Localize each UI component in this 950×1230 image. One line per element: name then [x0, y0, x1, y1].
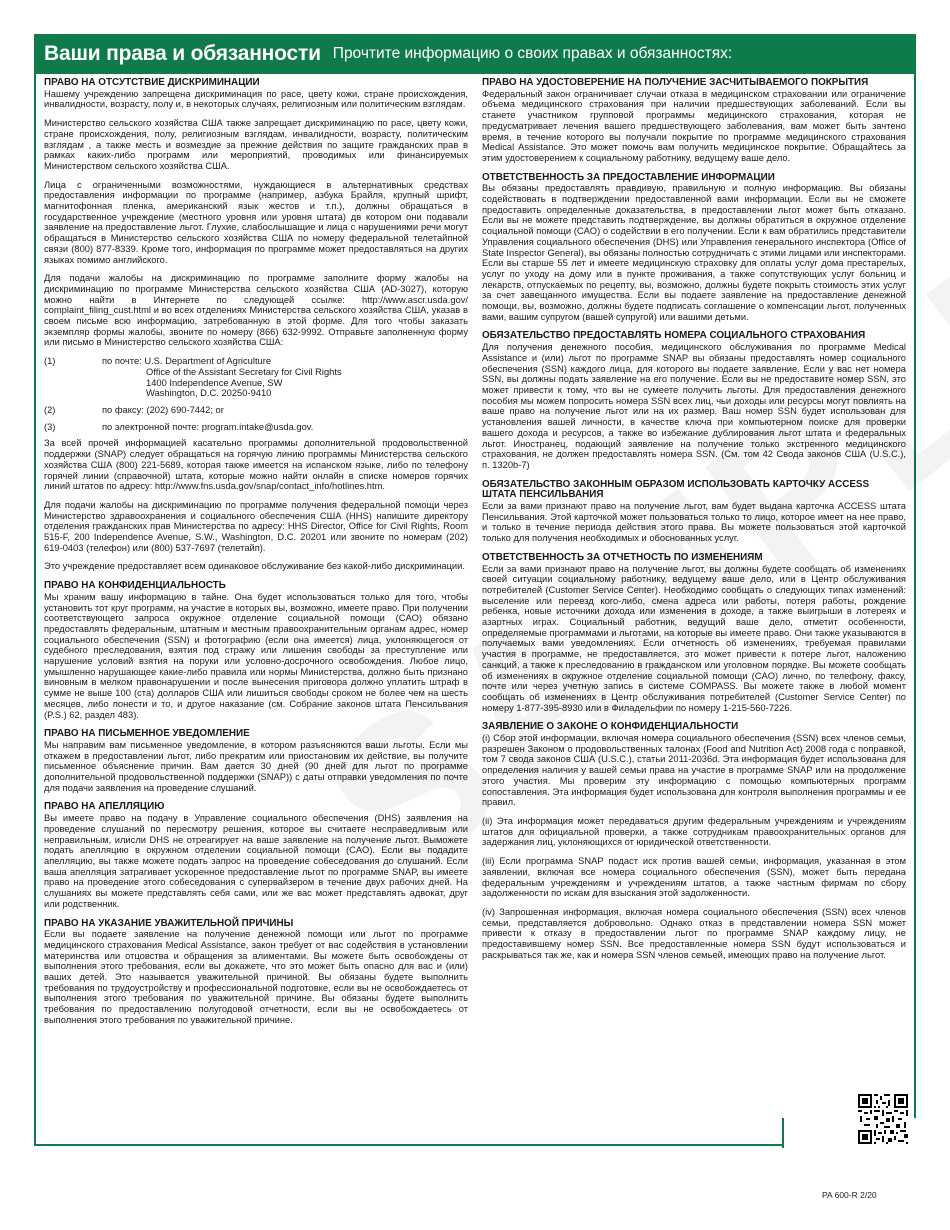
right-column	[482, 78, 906, 969]
section-heading: ПРАВО НА УДОСТОВЕРЕНИЕ НА ПОЛУЧЕНИЕ ЗАСЧИТЫВАЕМОГО ПОКРЫТИЯ	[482, 77, 869, 88]
address-block	[102, 356, 468, 399]
paragraph: Это учреждение предоставляет всем одинаковое обслуживание без какой-либо дискриминации.	[44, 561, 465, 572]
section-report-changes	[482, 553, 906, 714]
address-item-mail	[44, 356, 468, 399]
paragraph: (ii) Эта информация может передаваться другим федеральным учреждениям и учреждениям штатов для официальной проверки, а также сотрудникам правоохранительных органов для задержания лиц, уклоняющихся от юридической ответственности.	[482, 816, 906, 848]
paragraph: Лица с ограниченными возможностями, нуждающиеся в альтернативных средствах предоставления информации по программе (например, азбука Брайля, крупный шрифт, магнитофонная пленка, американский язык жестов и т.п.), должны обращаться в государственное учреждение (местного уровня или уровня штата) дв котором они подавали заявление на предоставление льгот. Глухие, слабослышащие и лица с нарушениями речи могут обращаться в Министерство сельского хозяйства США по номеру федеральной телетайпной связи (800) 877-8339. Кроме того, информация по программе может предоставляться на других языках помимо английского.	[44, 179, 468, 265]
paragraph: Для получения денежного пособия, медицинского обслуживания по программе Medical Assistance и (или) льгот по программе SNAP вы обязаны предоставлять номер социального обеспечения (SSN) каждого лица, для которого вы подаете заявление. Если у вас нет номера SSN, вы должны подать заявление на его получение. Если вы не предоставите номер SSN, это может привести к тому, что вы не сумеете получить льготы. Для предоставления денежного пособия мы можем попросить номера SSN всех лиц, чьи доходы или ресурсы могут повлиять на ваше право на получение льгот или на их размер. Ваш номер SSN будет использован для установления вашей личности, в качестве ключа при компьютерном поиске для проверки вашего дохода и ресурсов, а также во избежание дублирования льгот штата и федеральных льгот. Иностранец, подающий заявление на получение только экстренного медицинского страхования, не должен предоставлять номера SSN. (См. том 42 Свода законов США (U.S.C.), п. 1320b-7)	[482, 342, 906, 470]
section-heading: ЗАЯВЛЕНИЕ О ЗАКОНЕ О КОНФИДЕНЦИАЛЬНОСТИ	[482, 721, 739, 733]
form-number: PA 600-R 2/20	[822, 1190, 877, 1200]
section-heading: ОБЯЗАТЕЛЬСТВО ЗАКОННЫМ ОБРАЗОМ ИСПОЛЬЗОВАТЬ КАРТОЧКУ ACCESS ШТАТА ПЕНСИЛЬВАНИЯ	[482, 478, 870, 501]
page-title: Ваши права и обязанности	[44, 42, 321, 65]
section-provide-information	[482, 173, 906, 323]
paragraph: Нашему учреждению запрещена дискриминация по расе, цвету кожи, стране происхождения, инвалидности, возрасту, полу и, в некоторых случаях, религиозным или политическим взглядам.	[44, 88, 468, 110]
section-heading: ОТВЕТСТВЕННОСТЬ ЗА ПРЕДОСТАВЛЕНИЕ ИНФОРМАЦИИ	[482, 171, 775, 183]
paragraph: Если за вами признают право на получение льгот, вы должны будете сообщать об изменениях своей ситуации социальному работнику, ведущему ваше дело, или в Центр обслуживания потребителей (Customer Service Center). Необходимо сообщать о следующих типах изменений: выселение или переезд кого-либо, смена адреса или работы, потеря работы, рождение ребенка, новые источники дохода или изменения в доходе, а также выигрыши в лотереях и азартных играх. Социальный работник, ведущий ваше дело, отметит особенности, определяемые программами и льготами, на которые вы имеете право. Они также указываются в получаемых вами уведомлениях. Если отчетность об изменениях, требуемая правилами участия в программе, не предоставляется, это может привести к потере льгот, наложению санкций, а также к преследованию в гражданском или уголовном порядке. Вы можете сообщать об изменениях в окружное отделение социальной помощи (CAO) лично, по телефону, факсу, почте или через учетную запись в системе COMPASS. Вы можете также в любой момент сообщать об изменениях в Центр обслуживания потребителей (Customer Service Center) по номеру 1-877-395-8930 или в Филадельфии по номеру 1-215-560-7226.	[482, 563, 906, 713]
paragraph: За всей прочей информацией касательно программы дополнительной продовольственной поддержки (SNAP) следует обращаться на горячую линию программы Министерства сельского хозяйства США (800) 221-5689, которая также имеется на испанском языке, либо по телефону горячей линии (справочной) штата, которые можно найти онлайн в списке номеров горячих линий штатов по адресу: http://www.fns.usda.gov/snap/contact_info/hotlines.htm.	[44, 438, 468, 492]
section-heading: ПРАВО НА ОТСУТСТВИЕ ДИСКРИМИНАЦИИ	[44, 77, 260, 88]
address-line: по почте: U.S. Department of Agriculture	[102, 356, 272, 367]
paragraph: (i) Сбор этой информации, включая номера социального обеспечения (SSN) всех членов семьи, разрешен Законом о продовольственных талонах (Food and Nutrition Act) 2008 года с поправкой, том 7 свода законов США (U.S.C.), статьи 2011-2036d. Эта информация будет использована для определения наличия у вашей семьи права на участие в программе SNAP или на продолжение этого участия. Мы проверим эту информацию с помощью компьютерных программ сопоставления. Эта информация будет использована для контроля выполнения программы и ее правил.	[482, 733, 906, 808]
paragraph: Вы имеете право на подачу в Управление социального обеспечения (DHS) заявления на проведение слушаний по пересмотру решения, которое вы считаете несправедливым или неправильным, илисли DHS не отреагирует на ваше заявление на получение льгот. Выможете подать апелляцию в окружном отделении социальной помощи (CAO). Если вы подадите апелляцию, вы также можете подать запрос на проведение собеседования до слушаний. Если ваша апелляция затрагивает ускоренное предоставление льгот по программе SNAP, вы имеете право на проведение этого собеседования с супервайзером в течение двух рабочих дней. На слушаниях вы можете представлять себя сами, или же вас может представлять адвокат, друг или родственник.	[44, 813, 468, 909]
email-text: по электронной почте: program.intake@usda.gov.	[102, 421, 314, 432]
paragraph: Для подачи жалобы на дискриминацию по программе получения федеральной помощи через Министерство здравоохранения и социального обеспечения США (HHS) напишите директору отделения гражданских прав Министерства по адресу: HHS Director, Office for Civil Rights, Room 515-F, 200 Independence Avenue, S.W., Washington, D.C. 20201 или звоните по номерам (202) 619-0403 (телефон) или (800) 537-7697 (телетайп).	[44, 499, 468, 553]
address-line: Washington, D.C. 20250-9410	[146, 388, 272, 399]
address-item-email	[44, 422, 468, 433]
paragraph: Для подачи жалобы на дискриминацию по программе заполните форму жалобы на дискриминацию по программе Министерства сельского хозяйства США (AD-3027), которую можно найти в Интернете по следующей ссылке: http://www.ascr.usda.gov/ complaint_filing_cust.html и во всех отделениях Министерства сельского хозяйства США, указав в своем письме всю информацию, затребованную в этой форме. Для того чтобы заказать экземпляр формы жалобы, звоните по номеру (866) 632-9992. Отправьте заполненную форму или письмо в Министерство сельского хозяйства США:	[44, 273, 468, 348]
paragraph: Министерство сельского хозяйства США также запрещает дискриминацию по расе, цвету кожи, стране происхождения, полу, религиозным взглядам, инвалидности, возрасту, политическим взглядам , а также месть и возмездие за прежние действия по защите гражданских прав в рамках каких-либо программ или мероприятий, проводимых или финансируемых Министерством сельского хозяйства США.	[44, 118, 468, 171]
address-line: Office of the Assistant Secretary for Civil Rights	[146, 366, 342, 377]
section-access-card	[482, 480, 906, 544]
section-heading: ПРАВО НА УКАЗАНИЕ УВАЖИТЕЛЬНОЙ ПРИЧИНЫ	[44, 917, 294, 929]
paragraph: Федеральный закон ограничивает случаи отказа в медицинском страховании или ограничение объема медицинского страхования при наличии предшествующих заболеваний. Если вы станете участником групповой программы медицинского страхования, которая не предусматривает лечения вашего предшествующего заболевания, вам может быть зачтено время, в течение которого вы получали покрытие по программе медицинского страхования Medical Assistance. Это может помочь вам получить медицинское покрытие. Обращайтесь за этим удостоверением к социальному работнику, ведущему ваше дело.	[482, 88, 906, 163]
qr-code-icon	[858, 1094, 908, 1144]
list-number: (3)	[44, 421, 56, 432]
paragraph: (iv) Запрошенная информация, включая номера социального обеспечения (SSN) всех членов семьи, представляется добровольно. Однако отказ в представлении номера SSN может привести к отказу в предоставлении льгот по программе SNAP каждому лицу, не предоставившему номер SSN. Все предоставленные номера SSN будут использоваться и раскрываться так же, как и номера SSN членов семьей, имеющих право на получение льгот.	[482, 906, 906, 960]
section-appeal	[44, 802, 468, 909]
left-column	[44, 78, 468, 1035]
paragraph: Если вы подаете заявление на получение денежной помощи или льгот по программе медицинского страхования Medical Assistance, закон требует от вас содействия в установлении материнства или отцовства и обращения за алиментами. Вы можете быть освобождены от выполнения этого требования, если вы докажете, что это может быть опасно для вас и (или) ваших детей. Это называется уважительной причиной. Вы обязаны будете выполнить требования по трудоустройству и профессиональной подготовке, если вы не освобождаетесь от выполнения этого требования по уважительной причине. Вы обязаны будете выполнить требования по предоставлению полугодовой отчетности, если вы не освобождаетесь от выполнения этого требования по уважительной причине.	[44, 929, 468, 1025]
section-confidentiality	[44, 581, 468, 720]
address-line: 1400 Independence Avenue, SW	[146, 377, 283, 388]
paragraph: Вы обязаны предоставлять правдивую, правильную и полную информацию. Вы обязаны содействовать в подтверждении предоставленной вами информации. Если вы не сможете предоставить определенные доказательства, в предоставлении льгот может быть отказано. Если вы не можете представить подтверждение, вы должны обратиться в окружное отделение социальной помощи (CAO) о содействии в его получении. Если к вам обратились представители Управления социального обеспечения (DHS) или Управления генерального инспектора (Office of State Inspector General), вы обязаны полностью сотрудничать с этими лицами или инспекторами. Если вы старше 55 лет и имеете медицинскую страховку для оплаты услуг дома престарелых, услуг по уходу на дому или в пункте проживания, а также сопутствующих услуг больниц и лекарств, отпускаемых по рецепту, вы, возможно, должны будете покрыть стоимость этих услуг за счет завещанного имущества. Если вы подаете заявление на предоставление денежной помощи, вы, возможно, должны будете подписать соглашение о компенсации льгот, полученных вами, вашим супругом (вашей супругой) или вашими детьми.	[482, 183, 906, 322]
section-ssn	[482, 331, 906, 470]
section-written-notice	[44, 729, 468, 793]
paragraph: Мы направим вам письменное уведомление, в котором разъясняются ваши льготы. Если мы откажем в предоставлении льгот, либо прекратим или приостановим их действие, вы получите письменное объяснение причин. Вам дается 30 дней (90 дней для льгот по программе дополнительной продовольственной поддержки (SNAP)) с даты отправки уведомления по почте для подачи заявления на проведение слушаний.	[44, 739, 468, 793]
section-good-cause	[44, 919, 468, 1026]
section-heading: ПРАВО НА КОНФИДЕНЦИАЛЬНОСТЬ	[44, 580, 226, 592]
section-creditable-coverage	[482, 78, 906, 164]
paragraph: Мы храним вашу информацию в тайне. Она будет использоваться только для того, чтобы установить тот круг программ, на участие в которых вы, возможно, имеете право. При получении соответствующего запроса окружное отделение социальной помощи (CAO) обязано предоставлять федеральным, штатным и местным правоохранительным органам адрес, номер социального обеспечения (SSN) и фотографию (если она имеется) лица, уклоняющегося от судебного преследования, взятия под стражу или лишения свободы за преступление или нарушение условий взятия на поруки или условно-досрочного освобождения. Любое лицо, умышленно нарушающее какие-либо правила или нормы Министерства, должно быть признано виновным в мелком правонарушении и после вынесения приговора должно уплатить штраф в сумме не выше 100 (ста) долларов США или лишиться свободы сроком не более чем на шесть месяцев, либо понести и то, и другое наказание (см. Собрание законов штата Пенсильвания (P.S.) 62, раздел 483).	[44, 591, 468, 720]
page-header	[34, 34, 916, 74]
list-number: (2)	[44, 404, 56, 415]
page-subtitle: Прочтите информацию о своих правах и обязанностях:	[332, 45, 733, 62]
fax-text: по факсу: (202) 690-7442; or	[102, 404, 224, 415]
paragraph: Если за вами признают право на получение льгот, вам будет выдана карточка ACCESS штата Пенсильвания. Этой карточкой может пользоваться только то лицо, которое имеет на нее право, и только в течение периода действия этого права. Вы можете пользоваться этой карточкой только для получения необходимых и обоснованных услуг.	[482, 501, 906, 544]
section-heading: ОТВЕТСТВЕННОСТЬ ЗА ОТЧЕТНОСТЬ ПО ИЗМЕНЕНИЯМ	[482, 551, 763, 563]
section-heading: ПРАВО НА АПЕЛЛЯЦИЮ	[44, 801, 165, 813]
section-heading: ПРАВО НА ПИСЬМЕННОЕ УВЕДОМЛЕНИЕ	[44, 728, 250, 740]
section-privacy-act	[482, 722, 906, 960]
list-number: (1)	[44, 356, 56, 367]
section-heading: ОБЯЗАТЕЛЬСТВО ПРЕДОСТАВЛЯТЬ НОМЕРА СОЦИАЛЬНОГО СТРАХОВАНИЯ	[482, 330, 866, 342]
paragraph: (iii) Если программа SNAP подаст иск против вашей семьи, информация, указанная в этом заявлении, включая все номера социального обеспечения (SSN), может быть передана федеральным учреждениям и учреждениям штатов, а также частным фирмам по сбору задолженности по искам для взыскания этой задолженности.	[482, 856, 906, 899]
section-nondiscrimination	[44, 78, 468, 572]
address-item-fax	[44, 405, 468, 416]
